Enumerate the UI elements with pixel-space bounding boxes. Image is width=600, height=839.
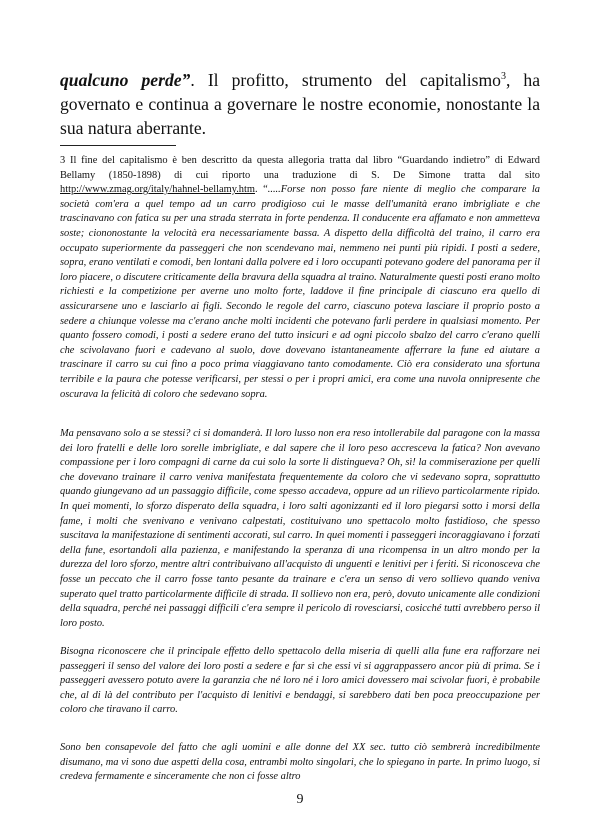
- footnote-number: 3: [60, 155, 66, 166]
- footnote: [60, 154, 540, 402]
- footnote-quote: .....Forse non posso fare niente di meglio che comparare la società com'era a quel tempo ad un carro prodigioso cui le masse dell'umanità erano imbrigliate e che trascinavano con fatica su per una strada sterrata in forte pendenza. Il conducente era affamato e non ammetteva soste; ciononostante la velocità era necessariamente bassa. A dispetto della difficoltà del traino, il carro era occupato superiormente da passeggeri che non scendevano mai, nemmeno nei punti più ripidi. I posti a sedere, sopra, erano ventilati e comodi, ben lontani dalla polvere ed i loro occupanti potevano godere del panorama per il loro piacere, o discutere criticamente della bravura della squadra al traino. Naturalmente questi posti erano molto richiesti e la competizione per averne uno molto forte, laddove il fine principale di ciascuno era quello di assicurarsene uno e lasciarlo ai figli. Secondo le regole del carro, ciascuno poteva lasciare il proprio posto a sedere a chiunque volesse ma c'erano anche molti incidenti che potevano farli perdere in qualsiasi momento. Per quanto fossero comodi, i posti a sedere erano del tutto insicuri e ad ogni piccolo sbalzo del carro c'erano quelli che scivolavano fuori e cadevano al suolo, dove dovevano istantaneamente afferrare la fune ed aiutare a trascinare il carro su cui fino a poco prima viaggiavano tanto comodamente. Ciò era considerato una sfortuna terribile e la paura che potesse verificarsi, per stessi o per i propri amici, era come una nuvola onnipresente che oscurava la felicità di coloro che sedevano sopra.: [60, 184, 540, 400]
- main-text-part1: . Il profitto, strumento del capitalismo: [190, 70, 501, 90]
- footnote-after-link: . “: [254, 184, 268, 196]
- main-text: [60, 68, 540, 140]
- footnote-link[interactable]: http://www.zmag.org/italy/hahnel-bellamy.htm: [60, 184, 255, 196]
- footnote-intro: Il fine del capitalismo è ben descritto da questa allegoria tratta dal libro “Guardando indietro” di Edward Bellamy (1850-1898) di cui riporto una traduzione di S. De Simone tratta dal sito: [60, 155, 540, 181]
- footnote-separator: [60, 145, 176, 146]
- quote-paragraph-3: Sono ben consapevole del fatto che agli uomini e alle donne del XX sec. tutto ciò sembrerà incredibilmente disumano, ma vi sono due aspetti della cosa, entrambi molto singolari, che lo spiegano in parte. In primo luogo, si credeva fermamente e sinceramente che non ci fosse altro: [60, 742, 540, 783]
- footnote-reference[interactable]: 3: [500, 71, 506, 83]
- page-number: 9: [296, 792, 304, 807]
- quote-paragraph-1: Ma pensavano solo a se stessi? ci si domanderà. Il loro lusso non era reso intollerabile dal paragone con la massa dei loro fratelli e delle loro sorelle imbrigliate, e dal sapere che il loro peso accresceva la fatica? Non avevano compassione per i loro compagni di carne da cui solo la sorte li distingueva? Oh, sì! la commiserazione per quelli che dovevano trainare il carro veniva manifestata frequentemente da coloro che vi sedevano sopra, soprattutto quando giungevano ad un passaggio difficile, come spesso accadeva, oppure ad un rilievo particolarmente ripido. In quei momenti, lo sforzo disperato della squadra, i loro salti agonizzanti ed il loro piegarsi sotto i morsi della fame, i molti che svenivano e venivano calpestati, costituivano uno spettacolo molto fastidioso, che spesso suscitava la manifestazione di sentimenti accorati, sul carro. In quei momenti i passeggeri incoraggiavano i forzati della fune, esortandoli alla pazienza, e manifestando la speranza di una ricompensa in un altro mondo per la durezza del loro sforzo, mentre altri contribuivano all'acquisto di unguenti e lenitivi per i feriti. Si riconosceva che fosse un peccato che il carro fosse tanto pesante da trainare e c'era un senso di vero sollievo quando veniva superato quel tratto particolarmente difficile di strada. Il sollievo non era, però, dovuto unicamente alle condizioni della squadra, perché nei passaggi difficili c'era sempre il pericolo di rovesciarsi, cosicché tutti avrebbero perso il loro posto.: [60, 428, 540, 629]
- main-text-part2: , ha governato e continua a governare le nostre economie, nonostante la sua natura aberrante.: [60, 70, 540, 138]
- quote-paragraph-2: Bisogna riconoscere che il principale effetto dello spettacolo della miseria di quelli alla fune era rafforzare nei passeggeri il senso del valore dei loro posti a sedere e far sì che essi vi si aggrappassero ancor più di prima. Se i passeggeri avessero potuto avere la garanzia che né loro né i loro amici dovessero mai scivolar fuori, è probabile che, al di là del contributo per l'acquisto di lenitivi e bendaggi, si sarebbero dati ben poca preoccupazione per coloro che tiravano il carro.: [60, 646, 540, 716]
- main-text-emphasis: qualcuno perde”: [60, 70, 191, 90]
